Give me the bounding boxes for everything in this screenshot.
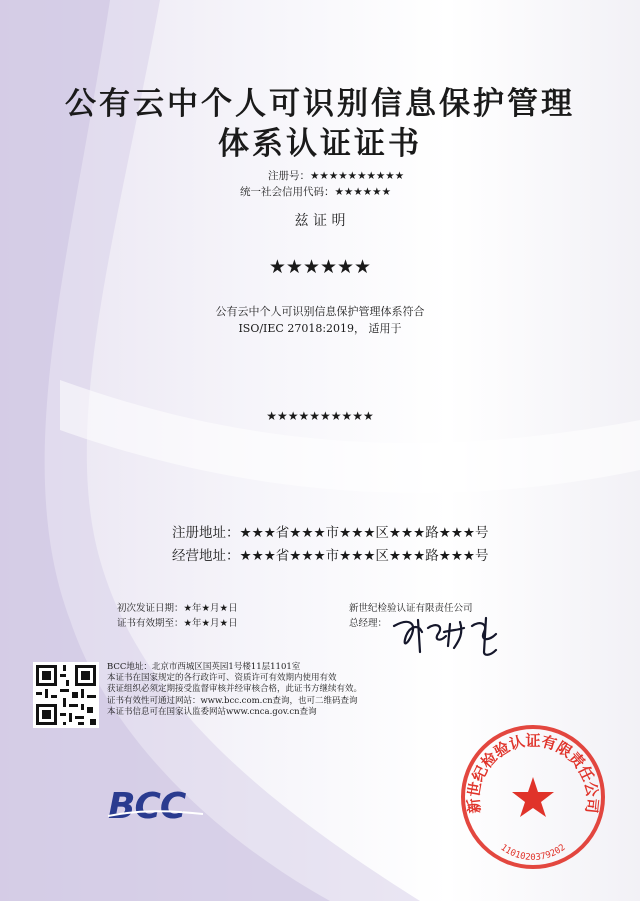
expiry-value: ★年★月★日 xyxy=(183,618,238,629)
certify-text: 兹 证 明 xyxy=(294,213,346,229)
footer-notes xyxy=(107,662,362,718)
reg-no-label: 注册号： xyxy=(268,170,310,182)
seal-text: 新世纪检验认证有限责任公司 xyxy=(464,731,602,815)
company-seal xyxy=(458,722,608,872)
credit-code-label: 统一社会信用代码： xyxy=(240,186,335,198)
op-address-label: 经营地址： xyxy=(172,548,240,564)
seal-star-icon xyxy=(512,777,554,817)
first-issue-label: 初次发证日期： xyxy=(117,603,184,614)
credit-code xyxy=(240,184,440,199)
reg-no-value: ★★★★★★★★★★ xyxy=(310,170,405,182)
certification-scope: ★★★★★★★★★★ xyxy=(266,409,374,423)
svg-text:1101020379202 xyxy=(498,843,567,863)
reg-address-value: ★★★省★★★市★★★区★★★路★★★号 xyxy=(239,525,489,541)
organization-name: ★★★★★★ xyxy=(268,256,372,278)
reg-address-label: 注册地址： xyxy=(172,525,240,541)
bcc-logo: BCC xyxy=(108,786,186,827)
footer-note-supervision: 获证组织必须定期接受监督审核并经审核合格，此证书方继续有效。 xyxy=(107,684,363,695)
certificate-title-line2: 体系认证证书 xyxy=(218,126,422,162)
first-issue-date xyxy=(117,600,238,614)
operating-address xyxy=(172,544,489,564)
bcc-logo-swoosh xyxy=(108,808,203,820)
footer-note-website: 证书有效性可通过网站：www.bcc.com.cn查询，也可二维码查询 xyxy=(107,695,358,706)
footer-note-cnca: 本证书信息可在国家认监委网站www.cnca.gov.cn查询 xyxy=(107,706,317,717)
qr-code-icon[interactable] xyxy=(33,662,99,728)
statement-line2: ISO/IEC 27018:2019， 适用于 xyxy=(238,322,402,335)
certificate-title-line1: 公有云中个人可识别信息保护管理 xyxy=(65,86,575,122)
registration-number xyxy=(240,168,440,183)
credit-code-value: ★★★★★★ xyxy=(334,186,391,198)
issuer-name: 新世纪检验认证有限责任公司 xyxy=(349,603,473,614)
expiry-label: 证书有效期至： xyxy=(117,618,184,629)
registered-address xyxy=(172,521,489,541)
statement-line1: 公有云中个人可识别信息保护管理体系符合 xyxy=(215,305,425,318)
expiry-date xyxy=(117,615,238,629)
general-manager-signature xyxy=(388,612,518,660)
seal-number: 1101020379202 xyxy=(498,842,568,864)
footer-note-address: BCC地址：北京市西城区国英园1号楼11层1101室 xyxy=(107,662,301,672)
general-manager-label: 总经理： xyxy=(349,618,388,629)
first-issue-value: ★年★月★日 xyxy=(183,603,238,614)
footer-note-validity: 本证书在国家规定的各行政许可、资质许可有效期内使用有效 xyxy=(107,673,337,684)
op-address-value: ★★★省★★★市★★★区★★★路★★★号 xyxy=(239,548,489,564)
